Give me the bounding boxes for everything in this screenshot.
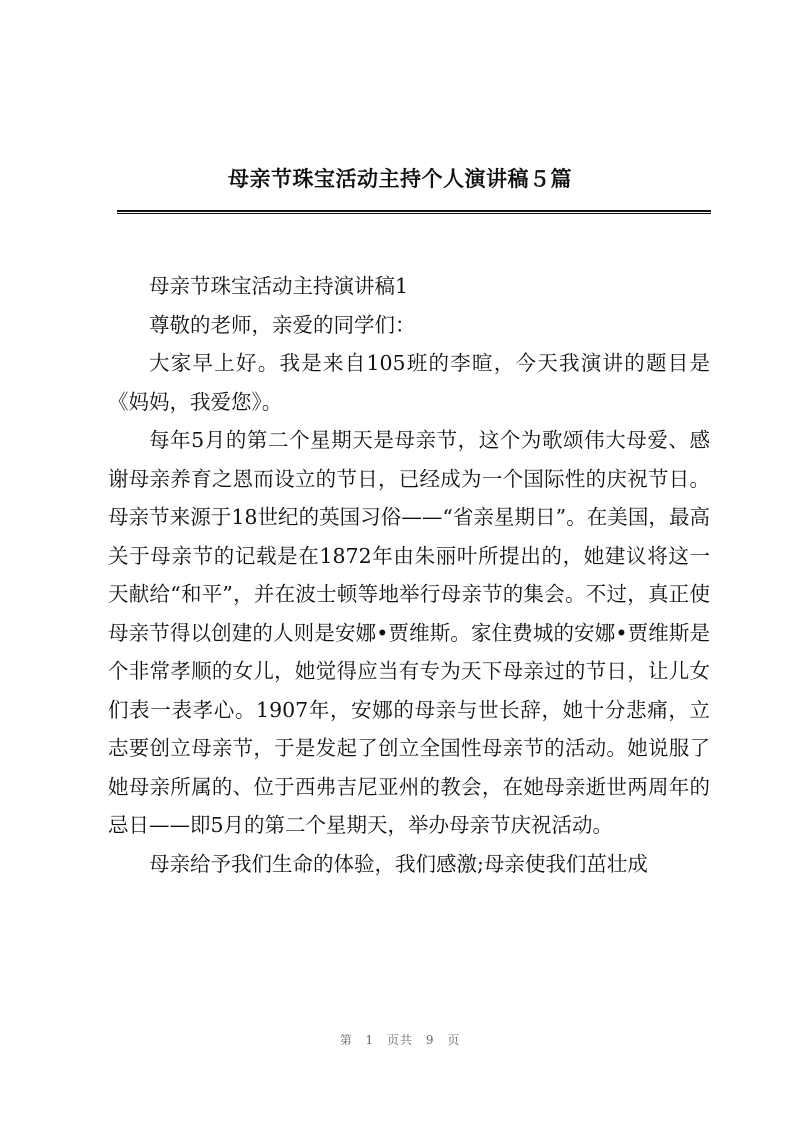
document-body <box>108 267 710 883</box>
page-title: 母亲节珠宝活动主持个人演讲稿５篇 <box>228 166 572 191</box>
title-divider <box>117 210 711 214</box>
salutation: 尊敬的老师，亲爱的同学们： <box>149 312 416 337</box>
body-paragraph: 大家早上好。我是来自105班的李暄，今天我演讲的题目是《妈妈，我爱您》。 <box>108 351 710 414</box>
page-footer: 第 1 页共 9 页 <box>339 1033 461 1047</box>
body-paragraph: 母亲给予我们生命的体验，我们感激;母亲使我们茁壮成 <box>149 851 648 876</box>
body-paragraph: 每年5月的第二个星期天是母亲节，这个为歌颂伟大母爱、感谢母亲养育之恩而设立的节日，已经成为一个国际性的庆祝节日。母亲节来源于18世纪的英国习俗——“省亲星期日”。在美国，最高关于母亲节的记载是在1872年由朱丽叶所提出的，她建议将这一天献给“和平”，并在波士顿等地举行母亲节的集会。不过，真正使母亲节得以创建的人则是安娜•贾维斯。家住费城的安娜•贾维斯是个非常孝顺的女儿，她觉得应当有专为天下母亲过的节日，让儿女们表一表孝心。1907年，安娜的母亲与世长辞，她十分悲痛，立志要创立母亲节，于是发起了创立全国性母亲节的活动。她说服了她母亲所属的、位于西弗吉尼亚州的教会，在她母亲逝世两周年的忌日——即5月的第二个星期天，举办母亲节庆祝活动。 <box>108 428 710 837</box>
speech-heading: 母亲节珠宝活动主持演讲稿1 <box>149 274 409 298</box>
